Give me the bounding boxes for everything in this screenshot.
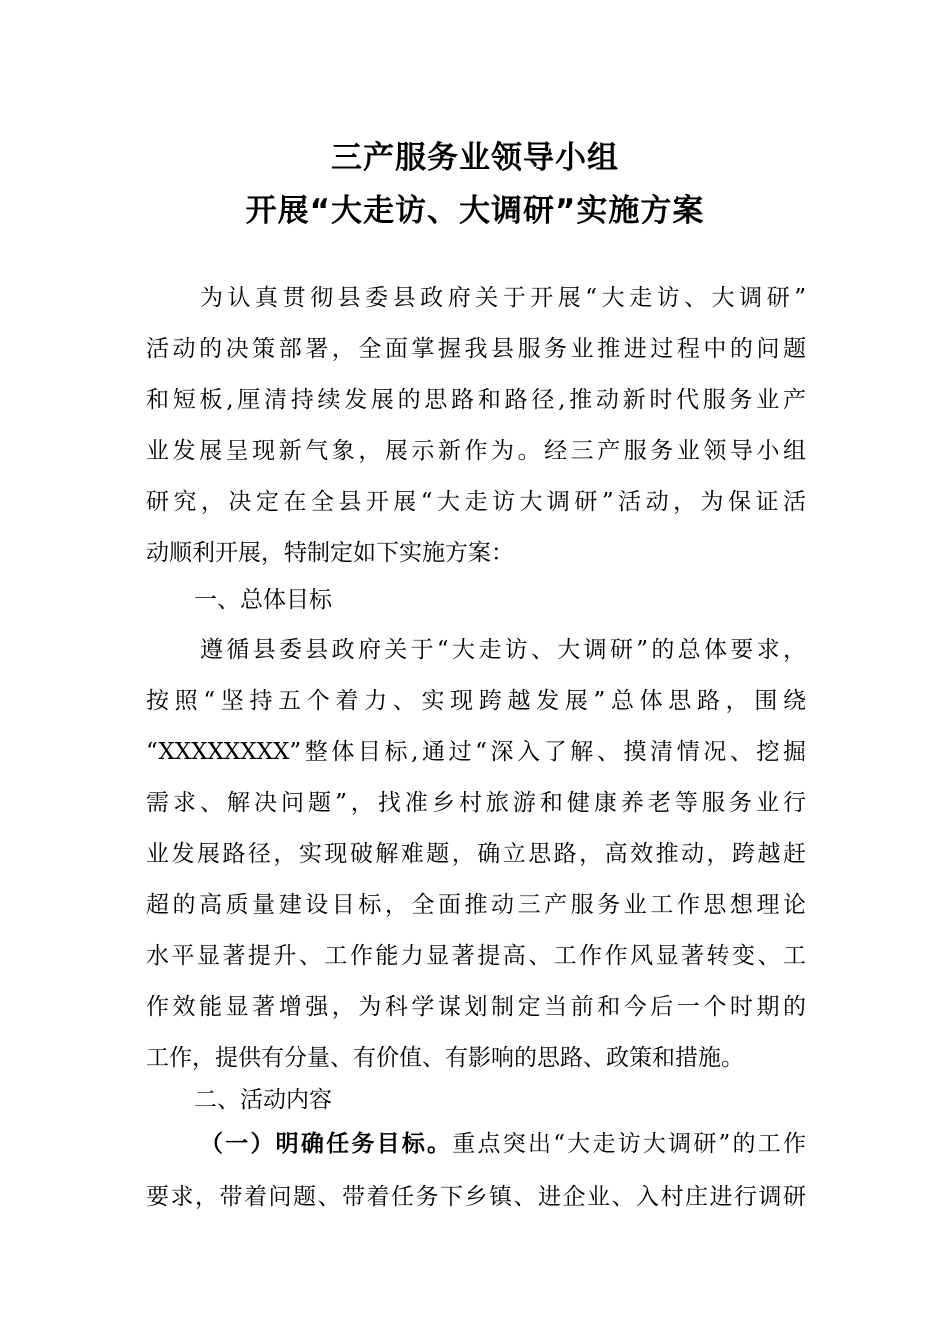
- section1-paragraph-line: “XXXXXXXX”整体目标,通过“深入了解、摸清情况、挖掘: [146, 739, 806, 765]
- section-heading-activity-content: 二、活动内容: [194, 1087, 332, 1113]
- intro-paragraph-line: 为认真贯彻县委县政府关于开展“大走访、大调研”: [200, 285, 806, 311]
- section1-paragraph-line: 遵循县委县政府关于“大走访、大调研”的总体要求，: [200, 637, 806, 663]
- intro-paragraph-line: 动顺利开展，特制定如下实施方案：: [146, 540, 514, 566]
- section-heading-overall-goal: 一、总体目标: [194, 587, 332, 613]
- section2-item1-text: 重点突出“大走访大调研”的工作: [452, 1131, 806, 1157]
- section1-paragraph-line: 工作，提供有分量、有价值、有影响的思路、政策和措施。: [146, 1045, 744, 1071]
- intro-paragraph-line: 活动的决策部署，全面掌握我县服务业推进过程中的问题: [146, 336, 806, 362]
- intro-paragraph-line: 研究，决定在全县开展“大走访大调研”活动，为保证活: [146, 489, 806, 515]
- document-title-line-1: 三产服务业领导小组: [331, 140, 619, 176]
- section1-paragraph-line: 需求、解决问题”，找准乡村旅游和健康养老等服务业行: [146, 790, 806, 816]
- intro-paragraph-line: 业发展呈现新气象，展示新作为。经三产服务业领导小组: [146, 438, 806, 464]
- section1-paragraph-line: 超的高质量建设目标，全面推动三产服务业工作思想理论: [146, 892, 806, 918]
- section1-paragraph-line: 水平显著提升、工作能力显著提高、工作作风显著转变、工: [146, 943, 806, 969]
- section2-item1-lead: （一）明确任务目标。: [200, 1131, 453, 1157]
- section2-item1-line: [200, 1128, 806, 1160]
- section1-paragraph-line: 按照“坚持五个着力、实现跨越发展”总体思路，围绕: [146, 688, 806, 714]
- intro-paragraph-line: 和短板,厘清持续发展的思路和路径,推动新时代服务业产: [146, 387, 806, 413]
- section1-paragraph-line: 业发展路径，实现破解难题，确立思路，高效推动，跨越赶: [146, 841, 806, 867]
- section1-paragraph-line: 作效能显著增强，为科学谋划制定当前和今后一个时期的: [146, 994, 806, 1020]
- document-title-line-2: 开展“大走访、大调研”实施方案: [245, 193, 705, 229]
- section2-paragraph-line: 要求，带着问题、带着任务下乡镇、进企业、入村庄进行调研: [146, 1184, 806, 1210]
